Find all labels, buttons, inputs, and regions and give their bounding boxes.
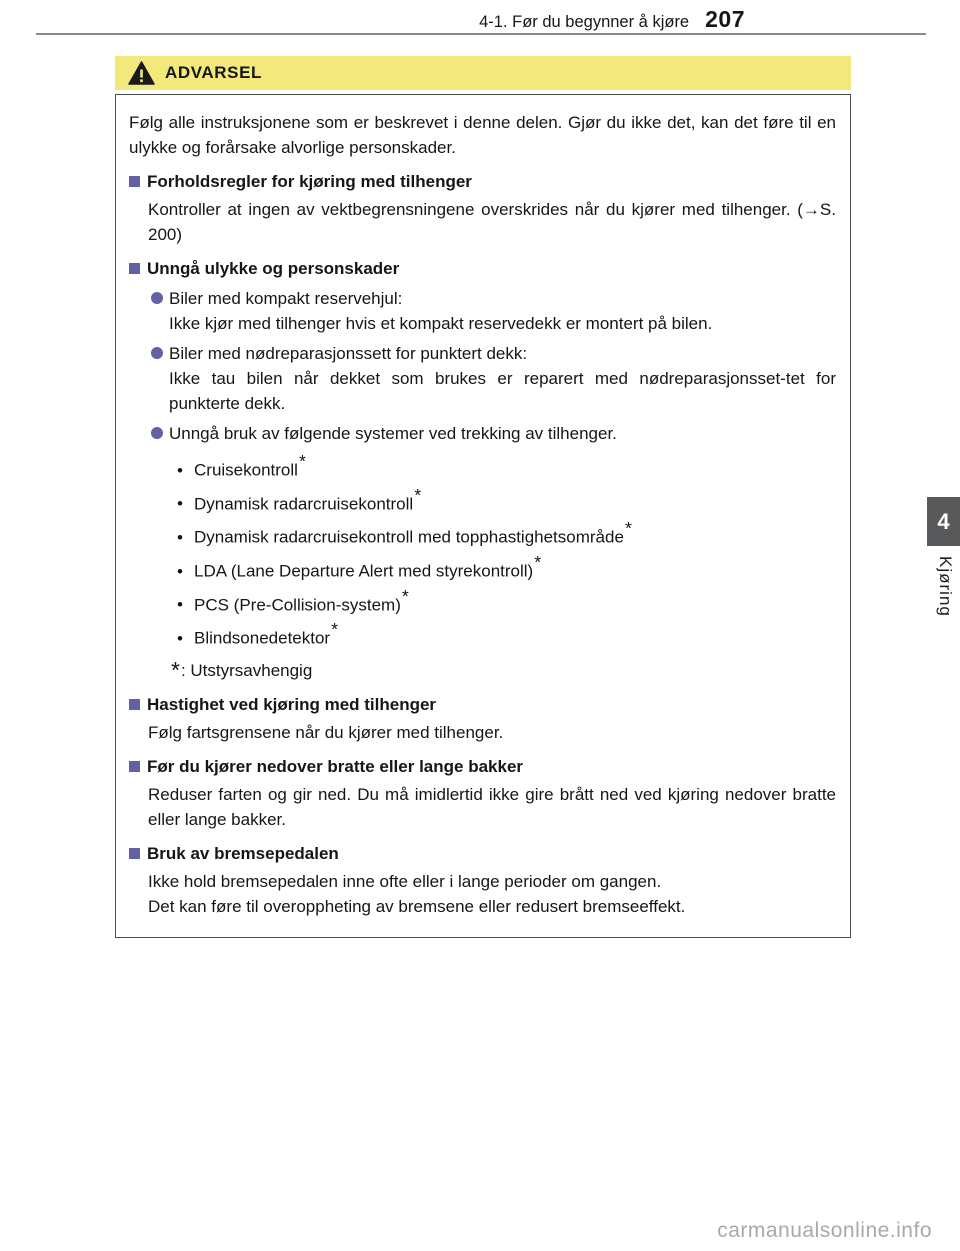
circle-bullet-icon: [151, 427, 163, 439]
list-item: • Dynamisk radarcruisekontroll med topphastighetsområde*: [177, 517, 836, 551]
header-section-title: 4-1. Før du begynner å kjøre: [479, 13, 690, 31]
chapter-tab-number: 4: [927, 497, 960, 546]
footnote: [171, 658, 836, 683]
asterisk-footnote-mark: *: [534, 551, 542, 572]
asterisk-footnote-mark: *: [414, 484, 422, 505]
asterisk-footnote-mark: *: [401, 585, 409, 606]
list-item: [151, 421, 836, 683]
list-item-text: Ikke tau bilen når dekket som brukes er reparert med nødreparasjonsset-tet for punkterte dekk.: [169, 369, 836, 413]
asterisk-footnote-mark: *: [624, 518, 632, 539]
asterisk-footnote-mark: *: [298, 451, 306, 471]
circle-bullet-icon: [151, 347, 163, 359]
list-item: • PCS (Pre-Collision-system)*: [177, 585, 836, 619]
list-item: [151, 286, 836, 336]
asterisk-footnote-mark: *: [331, 619, 339, 640]
square-bullet-icon: [129, 761, 140, 772]
list-item: • Cruisekontroll*: [177, 450, 836, 484]
section-paragraph: Reduser farten og gir ned. Du må imidlertid ikke gire brått ned ved kjøring nedover bratte eller lange bakker.: [148, 784, 836, 829]
chapter-tab-label: Kjøring: [936, 556, 955, 617]
section-paragraph: Kontroller at ingen av vektbegrensningene overskrides når du kjører med tilhenger. (→S. 200): [148, 200, 836, 244]
section-heading-text: Unngå ulykke og personskader: [147, 259, 400, 278]
section-heading: [129, 754, 836, 779]
section-heading: [129, 256, 836, 281]
asterisk-footnote-mark: *: [171, 656, 180, 683]
list-item: • Blindsonedetektor*: [177, 618, 836, 652]
warning-triangle-icon: [128, 61, 155, 86]
section-heading: [129, 169, 836, 194]
section-heading-text: Før du kjører nedover bratte eller lange bakker: [147, 756, 524, 776]
header-divider: [36, 33, 926, 35]
square-bullet-icon: [129, 176, 140, 187]
list-item-lead: Unngå bruk av følgende systemer ved trekking av tilhenger.: [169, 424, 617, 443]
section-heading: [129, 841, 836, 866]
section-heading: [129, 692, 836, 717]
warning-body: [115, 94, 851, 938]
warning-title: ADVARSEL: [165, 63, 263, 82]
footnote-text: : Utstyrsavhengig: [180, 660, 313, 680]
warning-intro: Følg alle instruksjonene som er beskrevet i denne delen. Gjør du ikke det, kan det føre til en ulykke og forårsake alvorlige personskader.: [129, 113, 836, 157]
square-bullet-icon: [129, 848, 140, 859]
square-bullet-icon: [129, 263, 140, 274]
list-item-lead: Biler med kompakt reservehjul:: [169, 289, 403, 308]
watermark: carmanualsonline.info: [717, 1219, 932, 1242]
section-heading-text: Bruk av bremsepedalen: [147, 843, 339, 863]
list-item-lead: Biler med nødreparasjonssett for punktert dekk:: [169, 344, 528, 363]
section-paragraph: Ikke hold bremsepedalen inne ofte eller i lange perioder om gangen.: [148, 871, 662, 891]
list-item-text: Ikke kjør med tilhenger hvis et kompakt reservedekk er montert på bilen.: [169, 314, 713, 333]
square-bullet-icon: [129, 699, 140, 710]
list-item: [151, 341, 836, 416]
section-paragraph: Det kan føre til overoppheting av bremsene eller redusert bremseeffekt.: [148, 896, 686, 916]
warning-header: [115, 56, 851, 90]
warning-box: [115, 56, 851, 938]
circle-bullet-icon: [151, 292, 163, 304]
page-number: 207: [705, 6, 745, 32]
section-heading-text: Forholdsregler for kjøring med tilhenger: [147, 172, 472, 191]
list-item: • LDA (Lane Departure Alert med styrekontroll)*: [177, 551, 836, 585]
section-paragraph: Følg fartsgrensene når du kjører med tilhenger.: [148, 722, 504, 742]
section-heading-text: Hastighet ved kjøring med tilhenger: [147, 694, 437, 714]
page-header: [0, 6, 745, 33]
system-list: [177, 450, 836, 652]
list-item: • Dynamisk radarcruisekontroll*: [177, 484, 836, 518]
